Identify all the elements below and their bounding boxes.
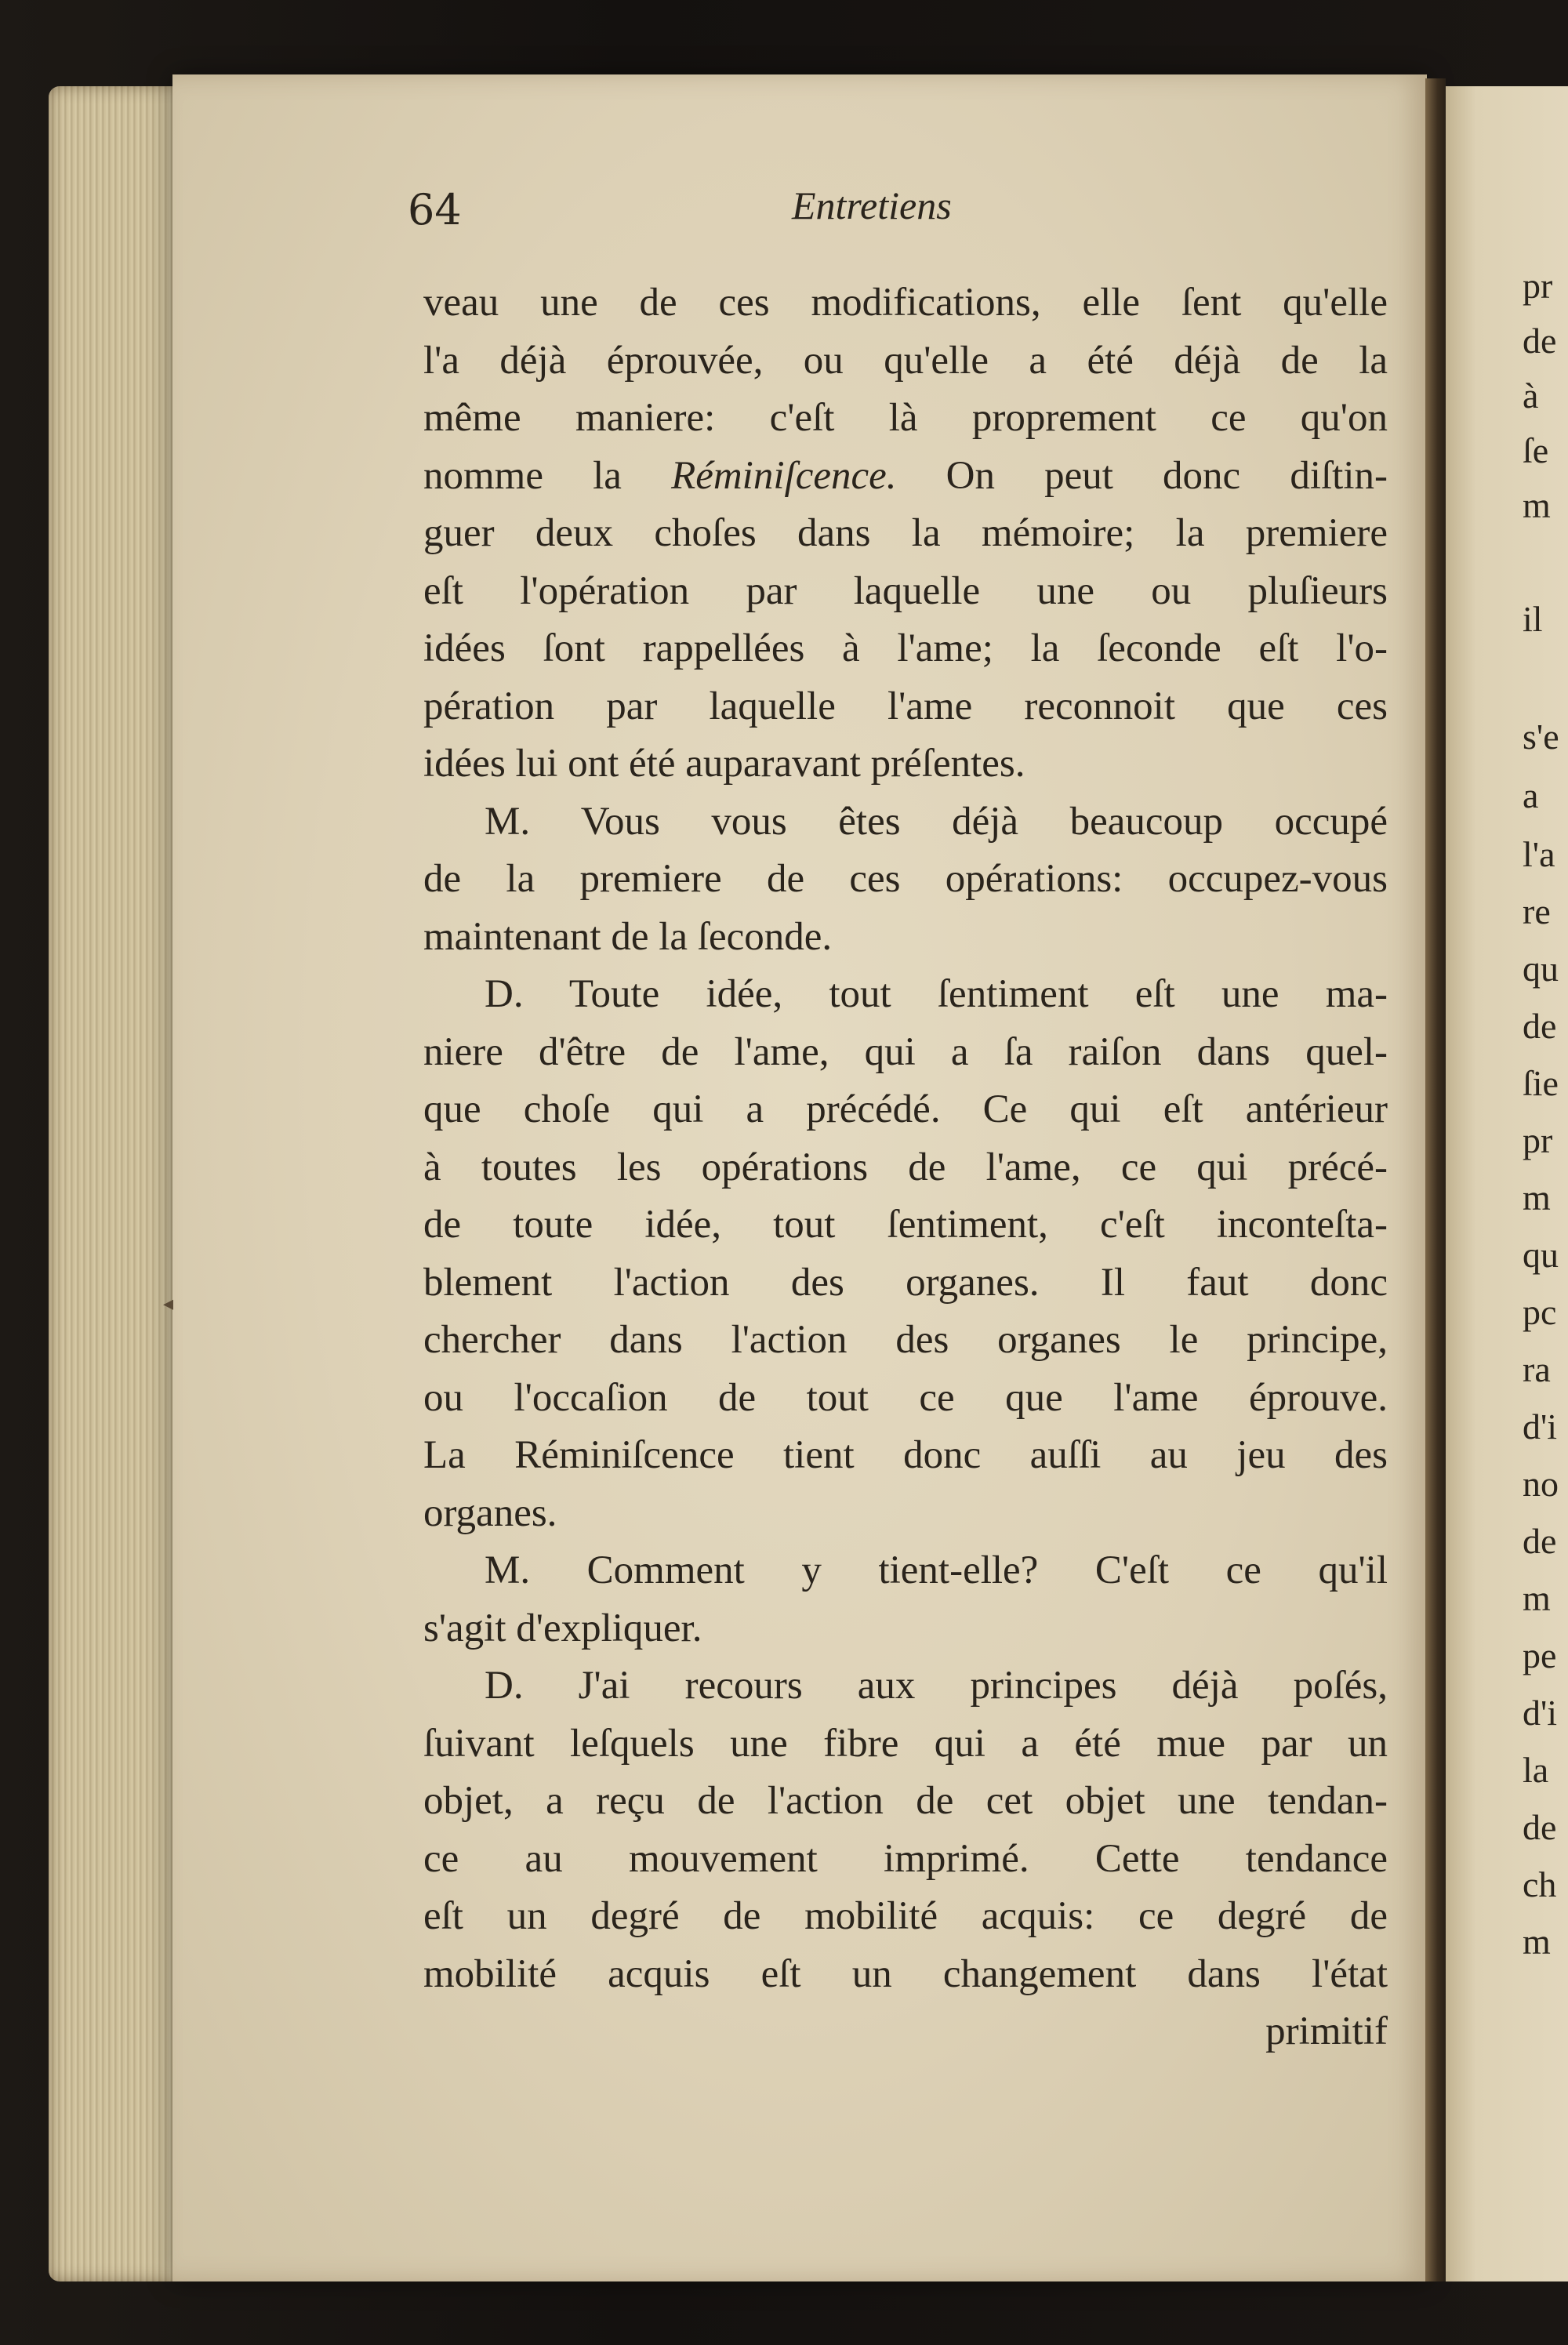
text-line: idées ſont rappellées à l'ame; la ſeconde eſt l'o- [423, 626, 1388, 670]
text-line: s'agit d'expliquer. [423, 1606, 702, 1650]
text-line: que choſe qui a précédé. Ce qui eſt antérieur [423, 1087, 1388, 1131]
text-line: niere d'être de l'ame, qui a ſa raiſon dans quel- [423, 1029, 1388, 1074]
facing-page-fragment: d'i [1523, 1407, 1558, 1447]
text-line: objet, a reçu de l'action de cet objet une tendan- [423, 1779, 1388, 1823]
running-title: Entretiens [792, 183, 952, 227]
facing-page-fragment: m [1523, 1579, 1551, 1618]
text-line: l'a déjà éprouvée, ou qu'elle a été déjà de la [423, 338, 1388, 383]
facing-page-fragment: a [1523, 776, 1539, 815]
facing-page-fragment: l'a [1523, 835, 1555, 874]
facing-page-fragment: no [1523, 1465, 1559, 1504]
facing-page-fragment: ra [1523, 1350, 1551, 1389]
text-line: organes. [423, 1490, 557, 1535]
text-fragment: On peut donc diſtin- [896, 453, 1388, 498]
text-line: D. J'ai recours aux principes déjà poſés, [485, 1664, 1388, 1708]
facing-page-fragment: s'e [1523, 717, 1559, 757]
page-number: 64 [408, 185, 462, 234]
text-line: ou l'occaſion de tout ce que l'ame éprouve. [423, 1375, 1388, 1420]
facing-page-fragment: pc [1523, 1293, 1557, 1332]
page-edges [49, 86, 191, 2281]
text-line: ce au mouvement imprimé. Cette tendance [423, 1836, 1388, 1881]
text-line: de toute idée, tout ſentiment, c'eſt inconteſta- [423, 1203, 1388, 1247]
margin-mark: ◂ [163, 1292, 174, 1316]
text-line: idées lui ont été auparavant préſentes. [423, 742, 1025, 786]
text-line: de la premiere de ces opérations: occupez-vous [423, 857, 1388, 901]
book-gutter [1425, 78, 1446, 2281]
text-line: mobilité acquis eſt un changement dans l'état [423, 1951, 1388, 1996]
text-line: à toutes les opérations de l'ame, ce qui précé- [423, 1145, 1388, 1189]
text-fragment: nomme la [423, 453, 672, 498]
facing-page-fragment: ſe [1523, 431, 1549, 470]
text-line: blement l'action des organes. Il faut donc [423, 1260, 1388, 1305]
facing-page-fragment: de [1523, 1007, 1557, 1046]
facing-page-fragment: pr [1523, 1121, 1553, 1160]
facing-page-fragment: m [1523, 1178, 1551, 1218]
text-line: La Réminiſcence tient donc auſſi au jeu des [423, 1433, 1388, 1477]
text-line: veau une de ces modifications, elle ſent qu'elle [423, 281, 1388, 325]
body-text [423, 274, 1388, 2061]
facing-page-fragment: pe [1523, 1636, 1557, 1675]
facing-page-fragment: de [1523, 1808, 1557, 1847]
facing-page-fragment: pr [1523, 267, 1553, 306]
text-line: chercher dans l'action des organes le principe, [423, 1318, 1388, 1362]
facing-page-fragment: à [1523, 376, 1539, 416]
text-line: M. Comment y tient-elle? C'eſt ce qu'il [485, 1548, 1388, 1592]
facing-page-fragment: qu [1523, 949, 1559, 989]
facing-page-fragment: m [1523, 1922, 1551, 1962]
text-line: eſt un degré de mobilité acquis: ce degré de [423, 1894, 1388, 1938]
text-line: même maniere: c'eſt là proprement ce qu'on [423, 396, 1388, 440]
text-line: pération par laquelle l'ame reconnoit que ces [423, 684, 1388, 728]
facing-page-fragment: la [1523, 1751, 1549, 1790]
text-line: eſt l'opération par laquelle une ou pluſieurs [423, 568, 1388, 613]
facing-page-fragment: de [1523, 321, 1557, 361]
text-line: D. Toute idée, tout ſentiment eſt une ma- [485, 972, 1388, 1016]
text-line: maintenant de la ſeconde. [423, 914, 833, 959]
text-line [423, 448, 1388, 506]
text-line: ſuivant leſquels une fibre qui a été mue par un [423, 1721, 1388, 1766]
facing-page-fragment: re [1523, 892, 1551, 931]
facing-page-fragment: ſie [1523, 1064, 1559, 1103]
facing-page-fragment: m [1523, 486, 1551, 525]
facing-page-fragment: de [1523, 1522, 1557, 1561]
text-line: guer deux choſes dans la mémoire; la premiere [423, 511, 1388, 555]
catchword: primitif [1265, 2009, 1388, 2053]
facing-page-fragment: qu [1523, 1236, 1559, 1275]
facing-page-fragment: ch [1523, 1865, 1557, 1904]
italic-term: Réminiſcence. [671, 453, 897, 498]
text-line: M. Vous vous êtes déjà beaucoup occupé [485, 799, 1388, 844]
facing-page-fragment: il [1523, 600, 1543, 639]
facing-page-fragment: d'i [1523, 1693, 1558, 1733]
